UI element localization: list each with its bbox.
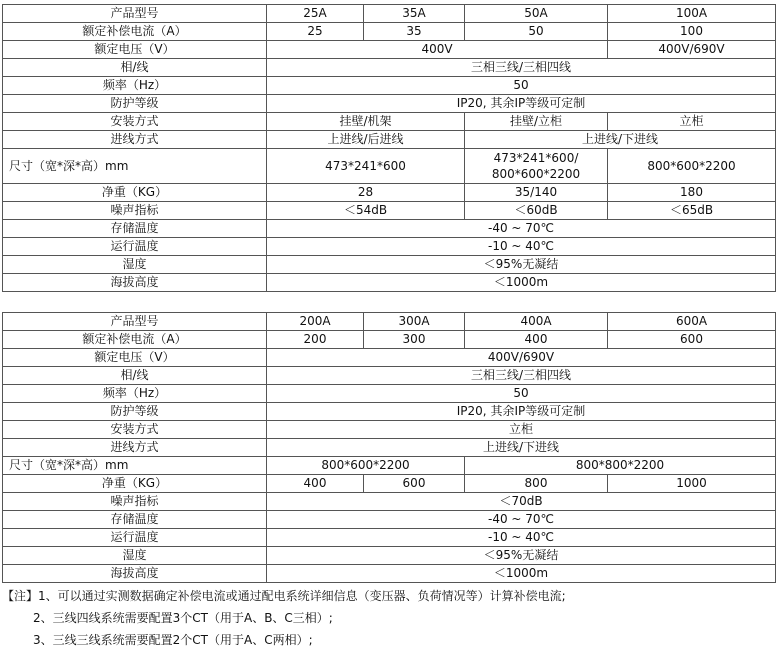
- freq-cell: 50: [267, 77, 776, 95]
- table-row: [3, 256, 776, 274]
- note-item: [2, 607, 777, 629]
- altitude-cell: ＜1000m: [267, 274, 776, 292]
- humidity-label: 湿度: [3, 256, 267, 274]
- noise-label: 噪声指标: [3, 202, 267, 220]
- weight-cell: 400: [267, 475, 364, 493]
- noise-cell: ＜60dB: [465, 202, 608, 220]
- inlet-cell: 上进线/下进线: [465, 131, 776, 149]
- size-cell: 800*800*2200: [465, 457, 776, 475]
- weight-cell: 800: [465, 475, 608, 493]
- freq-label: 频率（Hz）: [3, 77, 267, 95]
- noise-cell: ＜65dB: [608, 202, 776, 220]
- phase-cell: 三相三线/三相四线: [267, 367, 776, 385]
- model-cell: 100A: [608, 5, 776, 23]
- storage-label: 存储温度: [3, 220, 267, 238]
- weight-label: 净重（KG）: [3, 184, 267, 202]
- spec-table-small: [2, 4, 776, 292]
- phase-cell: 三相三线/三相四线: [267, 59, 776, 77]
- phase-label: 相/线: [3, 59, 267, 77]
- table-row: [3, 131, 776, 149]
- humidity-cell: ＜95%无凝结: [267, 547, 776, 565]
- size-cell: 800*600*2200: [608, 149, 776, 184]
- note-text: 1、可以通过实测数据确定补偿电流或通过配电系统详细信息（变压器、负荷情况等）计算补偿电流;: [38, 589, 566, 603]
- table-row: [3, 403, 776, 421]
- table-row: [3, 511, 776, 529]
- table-row: [3, 367, 776, 385]
- storage-cell: -40 ~ 70℃: [267, 220, 776, 238]
- model-label: 产品型号: [3, 5, 267, 23]
- table-row: [3, 95, 776, 113]
- current-label: 额定补偿电流（A）: [3, 331, 267, 349]
- table-row: [3, 475, 776, 493]
- model-cell: 35A: [364, 5, 465, 23]
- model-cell: 600A: [608, 313, 776, 331]
- operating-label: 运行温度: [3, 529, 267, 547]
- weight-cell: 28: [267, 184, 465, 202]
- freq-cell: 50: [267, 385, 776, 403]
- operating-label: 运行温度: [3, 238, 267, 256]
- notes-block: [2, 585, 777, 651]
- protection-label: 防护等级: [3, 95, 267, 113]
- install-label: 安装方式: [3, 113, 267, 131]
- model-cell: 200A: [267, 313, 364, 331]
- current-cell: 600: [608, 331, 776, 349]
- altitude-label: 海拔高度: [3, 274, 267, 292]
- table-row: [3, 149, 776, 184]
- table-row: [3, 77, 776, 95]
- weight-label: 净重（KG）: [3, 475, 267, 493]
- table-row: [3, 457, 776, 475]
- model-cell: 300A: [364, 313, 465, 331]
- table-row: [3, 59, 776, 77]
- noise-cell: ＜70dB: [267, 493, 776, 511]
- current-cell: 100: [608, 23, 776, 41]
- weight-cell: 35/140: [465, 184, 608, 202]
- voltage-cell: 400V: [267, 41, 608, 59]
- table-row: [3, 421, 776, 439]
- current-label: 额定补偿电流（A）: [3, 23, 267, 41]
- noise-label: 噪声指标: [3, 493, 267, 511]
- inlet-label: 进线方式: [3, 439, 267, 457]
- altitude-cell: ＜1000m: [267, 565, 776, 583]
- weight-cell: 600: [364, 475, 465, 493]
- size-cell-multi: [465, 149, 608, 184]
- current-cell: 300: [364, 331, 465, 349]
- inlet-cell: 上进线/下进线: [267, 439, 776, 457]
- current-cell: 200: [267, 331, 364, 349]
- note-text: 2、三线四线系统需要配置3个CT（用于A、B、C三相）;: [33, 611, 333, 625]
- size-line: 473*241*600/: [493, 151, 579, 165]
- size-label: 尺寸（宽*深*高）mm: [3, 457, 267, 475]
- table-row: [3, 113, 776, 131]
- note-item: [2, 629, 777, 651]
- table-row: [3, 184, 776, 202]
- table-row: [3, 349, 776, 367]
- table-row: [3, 313, 776, 331]
- table-row: [3, 331, 776, 349]
- protection-cell: IP20, 其余IP等级可定制: [267, 95, 776, 113]
- humidity-cell: ＜95%无凝结: [267, 256, 776, 274]
- current-cell: 50: [465, 23, 608, 41]
- model-cell: 50A: [465, 5, 608, 23]
- operating-cell: -10 ~ 40℃: [267, 529, 776, 547]
- install-cell: 立柜: [267, 421, 776, 439]
- model-label: 产品型号: [3, 313, 267, 331]
- note-text: 3、三线三线系统需要配置2个CT（用于A、C两相）;: [33, 633, 313, 647]
- table-row: [3, 439, 776, 457]
- install-cell: 挂壁/立柜: [465, 113, 608, 131]
- phase-label: 相/线: [3, 367, 267, 385]
- current-cell: 25: [267, 23, 364, 41]
- table-row: [3, 565, 776, 583]
- protection-cell: IP20, 其余IP等级可定制: [267, 403, 776, 421]
- current-cell: 35: [364, 23, 465, 41]
- notes-prefix: 【注】: [2, 589, 39, 603]
- weight-cell: 1000: [608, 475, 776, 493]
- voltage-cell: 400V/690V: [267, 349, 776, 367]
- spec-table-large: [2, 312, 776, 583]
- install-label: 安装方式: [3, 421, 267, 439]
- table-row: [3, 529, 776, 547]
- noise-cell: ＜54dB: [267, 202, 465, 220]
- size-cell: 800*600*2200: [267, 457, 465, 475]
- table-row: [3, 385, 776, 403]
- storage-cell: -40 ~ 70℃: [267, 511, 776, 529]
- install-cell: 立柜: [608, 113, 776, 131]
- humidity-label: 湿度: [3, 547, 267, 565]
- protection-label: 防护等级: [3, 403, 267, 421]
- altitude-label: 海拔高度: [3, 565, 267, 583]
- table-row: [3, 41, 776, 59]
- table-row: [3, 23, 776, 41]
- install-cell: 挂壁/机架: [267, 113, 465, 131]
- weight-cell: 180: [608, 184, 776, 202]
- table-row: [3, 274, 776, 292]
- operating-cell: -10 ~ 40℃: [267, 238, 776, 256]
- table-row: [3, 493, 776, 511]
- current-cell: 400: [465, 331, 608, 349]
- voltage-cell: 400V/690V: [608, 41, 776, 59]
- table-row: [3, 238, 776, 256]
- inlet-cell: 上进线/后进线: [267, 131, 465, 149]
- table-row: [3, 5, 776, 23]
- freq-label: 频率（Hz）: [3, 385, 267, 403]
- size-label: 尺寸（宽*深*高）mm: [3, 149, 267, 184]
- note-item: [2, 585, 777, 607]
- table-row: [3, 202, 776, 220]
- storage-label: 存储温度: [3, 511, 267, 529]
- table-row: [3, 220, 776, 238]
- table-row: [3, 547, 776, 565]
- model-cell: 25A: [267, 5, 364, 23]
- model-cell: 400A: [465, 313, 608, 331]
- size-cell: 473*241*600: [267, 149, 465, 184]
- voltage-label: 额定电压（V）: [3, 41, 267, 59]
- size-line: 800*600*2200: [491, 167, 581, 181]
- inlet-label: 进线方式: [3, 131, 267, 149]
- voltage-label: 额定电压（V）: [3, 349, 267, 367]
